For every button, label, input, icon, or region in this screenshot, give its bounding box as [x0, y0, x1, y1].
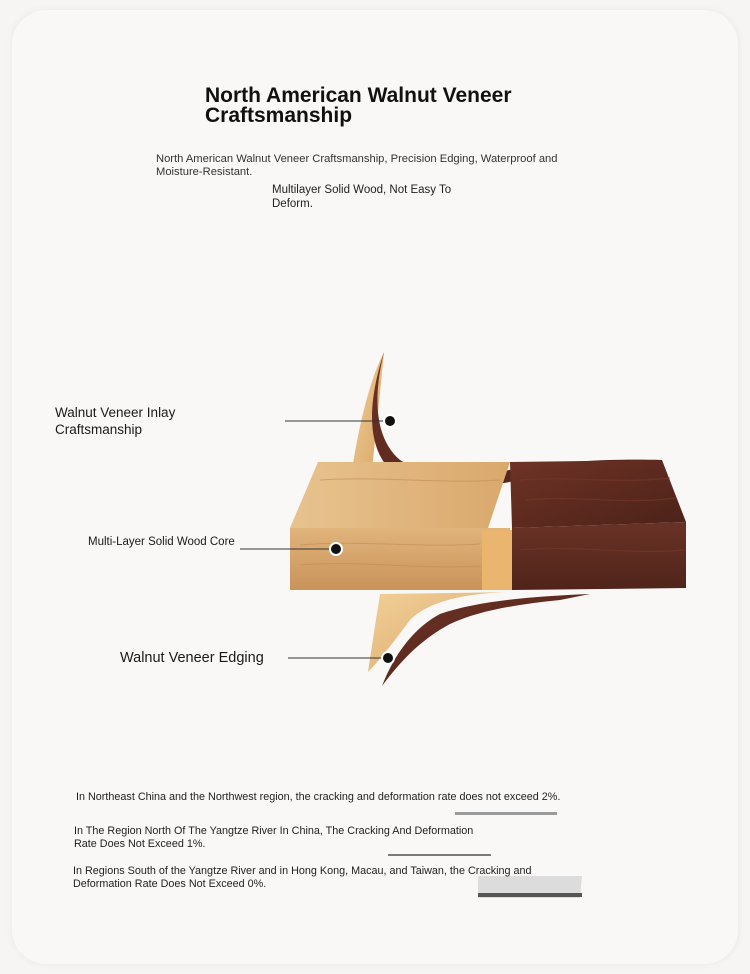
note-north-yangtze: In The Region North Of The Yangtze River In China, The Cracking And Deformation Rate Does Not Exceed 1%.: [74, 825, 474, 850]
walnut-block-front: [512, 522, 686, 590]
page-subtitle: North American Walnut Veneer Craftsmanship, Precision Edging, Waterproof and Moisture-Resistant.: [156, 153, 558, 178]
note-mark-3-edge: [478, 893, 582, 897]
callout-dot-edging: [382, 652, 394, 664]
page-title: North American Walnut Veneer Craftsmanship: [205, 84, 512, 127]
core-top-face: [290, 462, 510, 528]
note-south-yangtze: In Regions South of the Yangtze River and in Hong Kong, Macau, and Taiwan, the Cracking and Deformation Rate Does Not Exceed 0%.: [73, 865, 532, 890]
note-mark-1: [455, 812, 557, 815]
page-subtitle-secondary: Multilayer Solid Wood, Not Easy To Deform.: [272, 184, 452, 210]
note-mark-2: [388, 854, 491, 856]
core-front-face: [290, 528, 510, 590]
edge-strip: [482, 530, 512, 590]
callout-dot-core: [330, 543, 342, 555]
callout-label-inlay: Walnut Veneer Inlay Craftsmanship: [55, 405, 176, 437]
walnut-block-top: [510, 460, 686, 528]
callout-label-core: Multi-Layer Solid Wood Core: [88, 536, 235, 548]
callout-dot-inlay: [384, 415, 396, 427]
note-northeast: In Northeast China and the Northwest region, the cracking and deformation rate does not exceed 2%.: [76, 791, 561, 803]
callout-label-edging: Walnut Veneer Edging: [120, 650, 264, 666]
